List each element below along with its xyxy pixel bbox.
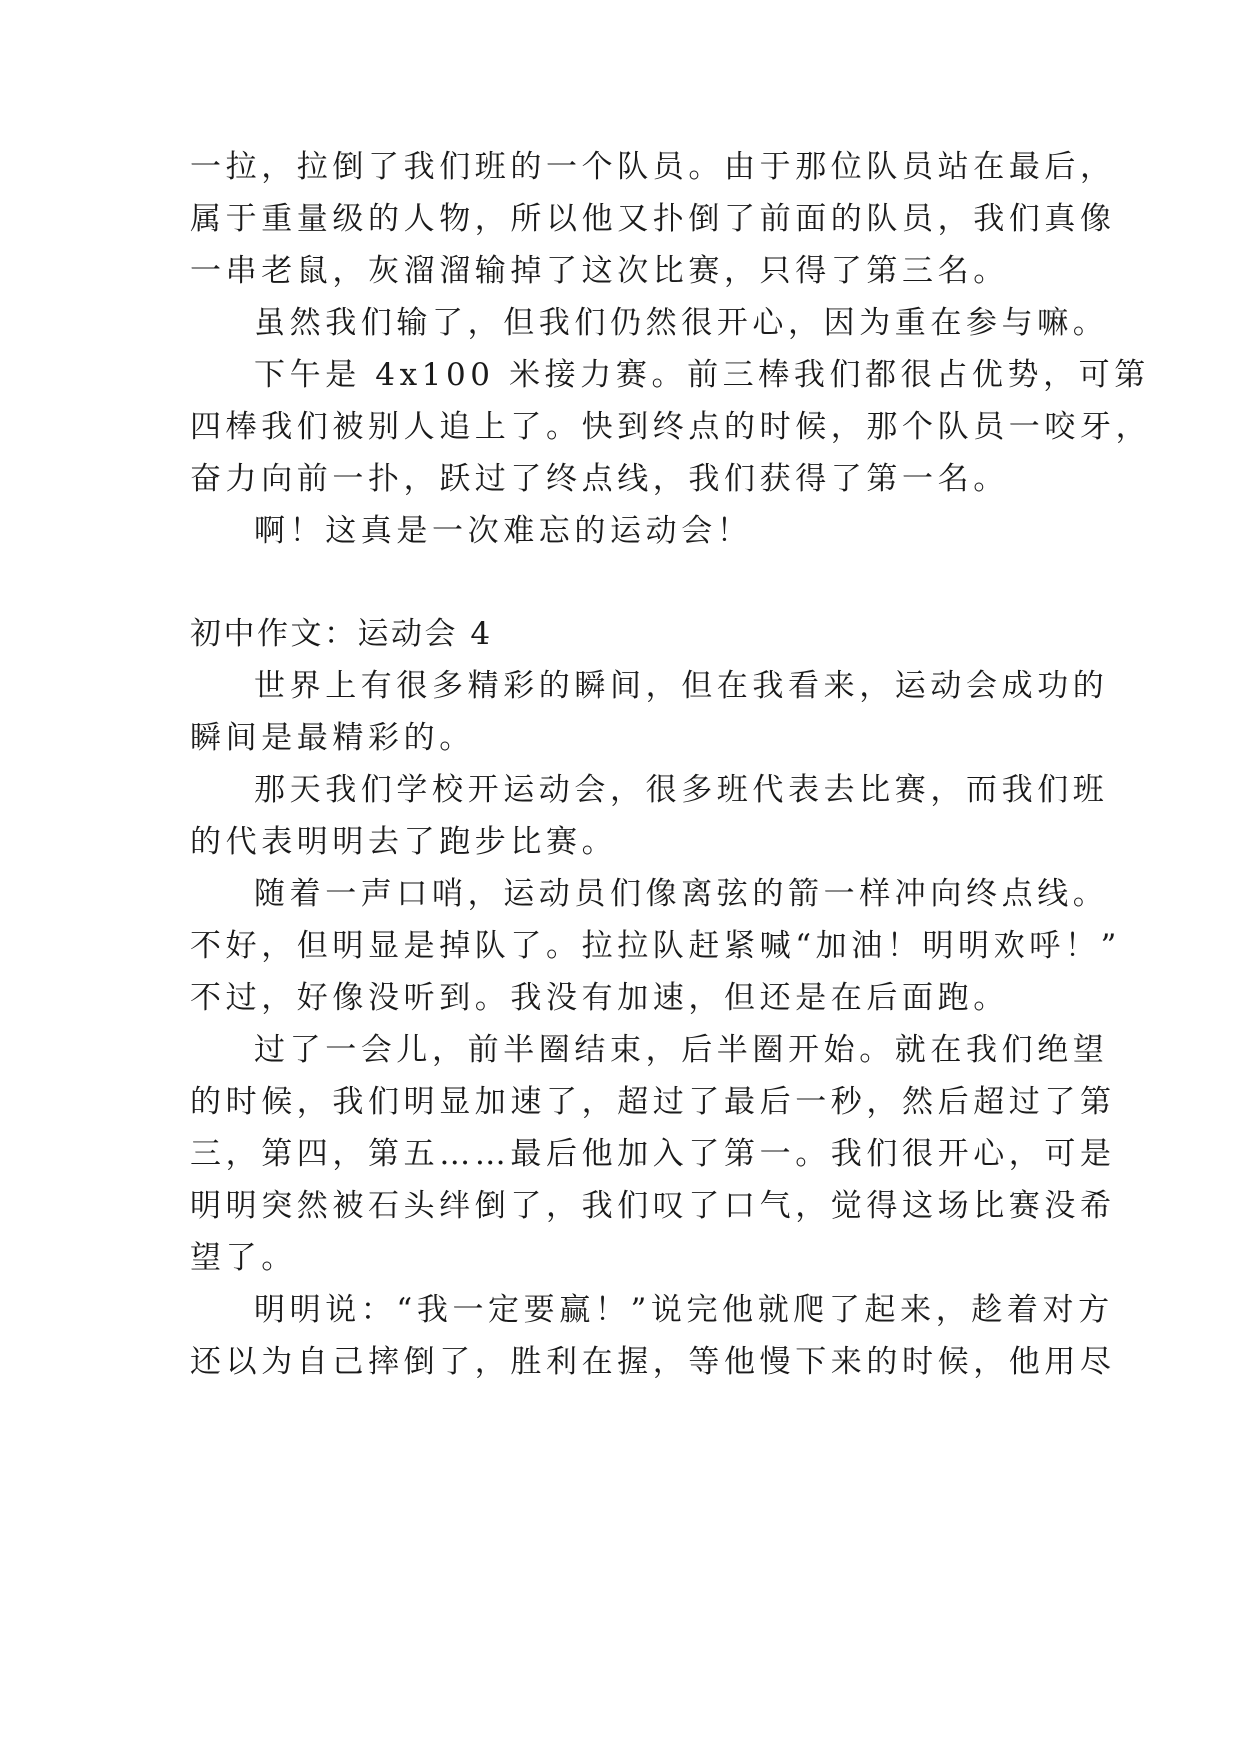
text-line: 属于重量级的人物，所以他又扑倒了前面的队员，我们真像 [190, 201, 1116, 237]
text-line: 四棒我们被别人追上了。快到终点的时候，那个队员一咬牙， [190, 409, 1152, 445]
text-line: 不过，好像没听到。我没有加速，但还是在后面跑。 [190, 980, 1009, 1016]
text-line: 的时候，我们明显加速了，超过了最后一秒，然后超过了第 [190, 1084, 1116, 1120]
section-heading: 初中作文：运动会 4 [190, 616, 493, 652]
text-line: 瞬间是最精彩的。 [190, 720, 475, 756]
paragraph-line: 啊！这真是一次难忘的运动会！ [254, 513, 753, 549]
paragraph-line: 虽然我们输了，但我们仍然很开心，因为重在参与嘛。 [254, 305, 1109, 341]
paragraph-line: 那天我们学校开运动会，很多班代表去比赛，而我们班 [254, 772, 1109, 808]
text-line: 一串老鼠，灰溜溜输掉了这次比赛，只得了第三名。 [190, 253, 1009, 289]
paragraph-line: 世界上有很多精彩的瞬间，但在我看来，运动会成功的 [254, 668, 1109, 704]
text-line: 还以为自己摔倒了，胜利在握，等他慢下来的时候，他用尽 [190, 1344, 1116, 1380]
text-line: 望了。 [190, 1240, 297, 1276]
paragraph-line: 随着一声口哨，运动员们像离弦的箭一样冲向终点线。 [254, 876, 1109, 912]
text-line: 明明突然被石头绊倒了，我们叹了口气，觉得这场比赛没希 [190, 1188, 1116, 1224]
text-line: 三，第四，第五……最后他加入了第一。我们很开心，可是 [190, 1136, 1116, 1172]
text-line: 不好，但明显是掉队了。拉拉队赶紧喊“加油！明明欢呼！” [190, 928, 1121, 964]
text-line: 奋力向前一扑，跃过了终点线，我们获得了第一名。 [190, 461, 1009, 497]
text-line: 一拉，拉倒了我们班的一个队员。由于那位队员站在最后， [190, 149, 1116, 185]
paragraph-line: 过了一会儿，前半圈结束，后半圈开始。就在我们绝望 [254, 1032, 1109, 1068]
paragraph-line: 明明说：“我一定要赢！”说完他就爬了起来，趁着对方 [254, 1292, 1114, 1328]
text-line: 的代表明明去了跑步比赛。 [190, 824, 618, 860]
paragraph-line: 下午是 4x100 米接力赛。前三棒我们都很占优势，可第 [254, 357, 1150, 393]
